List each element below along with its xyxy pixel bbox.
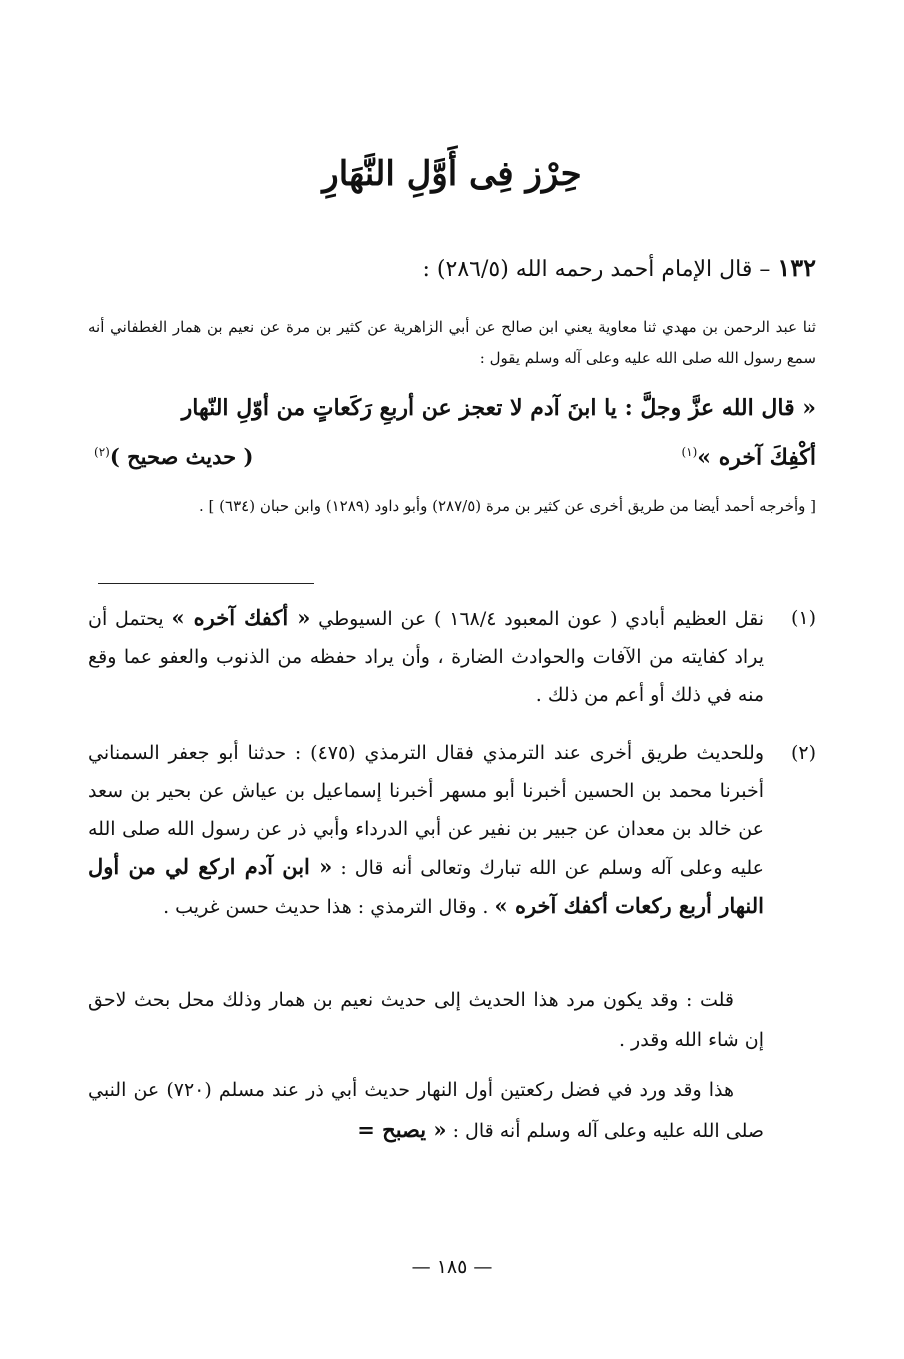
hadith-text-line1: « قال الله عزَّ وجلَّ : يا ابنَ آدم لا تعجز عن أربعِ رَكَعاتٍ من أوّلِ النّهار bbox=[181, 395, 816, 421]
footnote-1 bbox=[88, 599, 816, 714]
continuation-quote: « يصبح = bbox=[357, 1117, 447, 1142]
takhrij-note: [ وأخرجه أحمد أيضا من طريق أخرى عن كثير بن مرة (٢٨٧/٥) وأبو داود (١٢٨٩) وابن حبان (٦٣٤) ] . bbox=[199, 497, 816, 515]
hadith-number: ١٣٢ bbox=[777, 253, 816, 282]
hadith-text-end: أكْفِكَ آخره » bbox=[697, 444, 816, 471]
footnote-1-quote: « أكفك آخره » bbox=[171, 605, 311, 630]
section-title: حِرْز فِى أَوَّلِ النَّهَارِ bbox=[322, 154, 582, 194]
continuation-text: هذا وقد ورد في فضل ركعتين أول النهار حديث أبي ذر عند مسلم (٧٢٠) عن النبي صلى الله عليه وعلى آله وسلم أنه قال : bbox=[88, 1079, 764, 1142]
footnote-divider bbox=[98, 583, 314, 584]
continuation-paragraph bbox=[88, 1070, 764, 1151]
footnote-ref-2: (٢) bbox=[94, 445, 110, 460]
footnote-2-quote: « ابن آدم اركع لي من أول النهار أربع ركعات أكفك آخره » bbox=[88, 854, 764, 918]
isnad-chain: ثنا عبد الرحمن بن مهدي ثنا معاوية يعني ابن صالح عن أبي الزاهرية عن كثير بن مرة عن نعيم بن همار الغطفاني أنه سمع رسول الله صلى الله عليه وعلى آله وسلم يقول : bbox=[88, 318, 816, 367]
footnote-marker-2: (٢) bbox=[790, 742, 816, 764]
hadith-text bbox=[88, 386, 816, 479]
comment-paragraph: قلت : وقد يكون مرد هذا الحديث إلى حديث نعيم بن همار وذلك محل بحث لاحق إن شاء الله وقدر . bbox=[88, 989, 764, 1051]
hadith-source: – قال الإمام أحمد رحمه الله (٢٨٦/٥) : bbox=[422, 257, 771, 282]
footnote-ref-1: (١) bbox=[681, 445, 698, 459]
hadith-text-line2 bbox=[88, 430, 816, 479]
footnote-1-explanation: يحتمل أن يراد كفايته من الآفات والحوادث الضارة ، وأن يراد حفظه من الذنوب والعفو عما وقع منه في ذلك أو أعم من ذلك . bbox=[88, 608, 764, 706]
footnote-2 bbox=[88, 734, 816, 926]
hadith-grade: ( حديث صحيح ) bbox=[109, 444, 254, 470]
footnote-1-text: نقل العظيم أبادي ( عون المعبود ١٦٨/٤ ) عن السيوطي bbox=[318, 608, 765, 630]
footnote-marker-1: (١) bbox=[790, 607, 816, 629]
page-number: — ١٨٥ — bbox=[411, 1256, 493, 1278]
footnote-2-text: وللحديث طريق أخرى عند الترمذي فقال الترمذي (٤٧٥) : حدثنا أبو جعفر السمناني أخبرنا محمد بن الحسين أخبرنا أبو مسهر أخبرنا إسماعيل بن عياش عن بحير بن سعد عن خالد بن معدان عن جبير بن نفير عن أبي الدرداء وأبي ذر عن رسول الله صلى الله عليه وعلى آله وسلم عن الله تبارك وتعالى أنه قال : bbox=[88, 742, 764, 879]
hadith-heading bbox=[88, 250, 816, 288]
footnote-2-grading: . وقال الترمذي : هذا حديث حسن غريب . bbox=[163, 896, 489, 918]
